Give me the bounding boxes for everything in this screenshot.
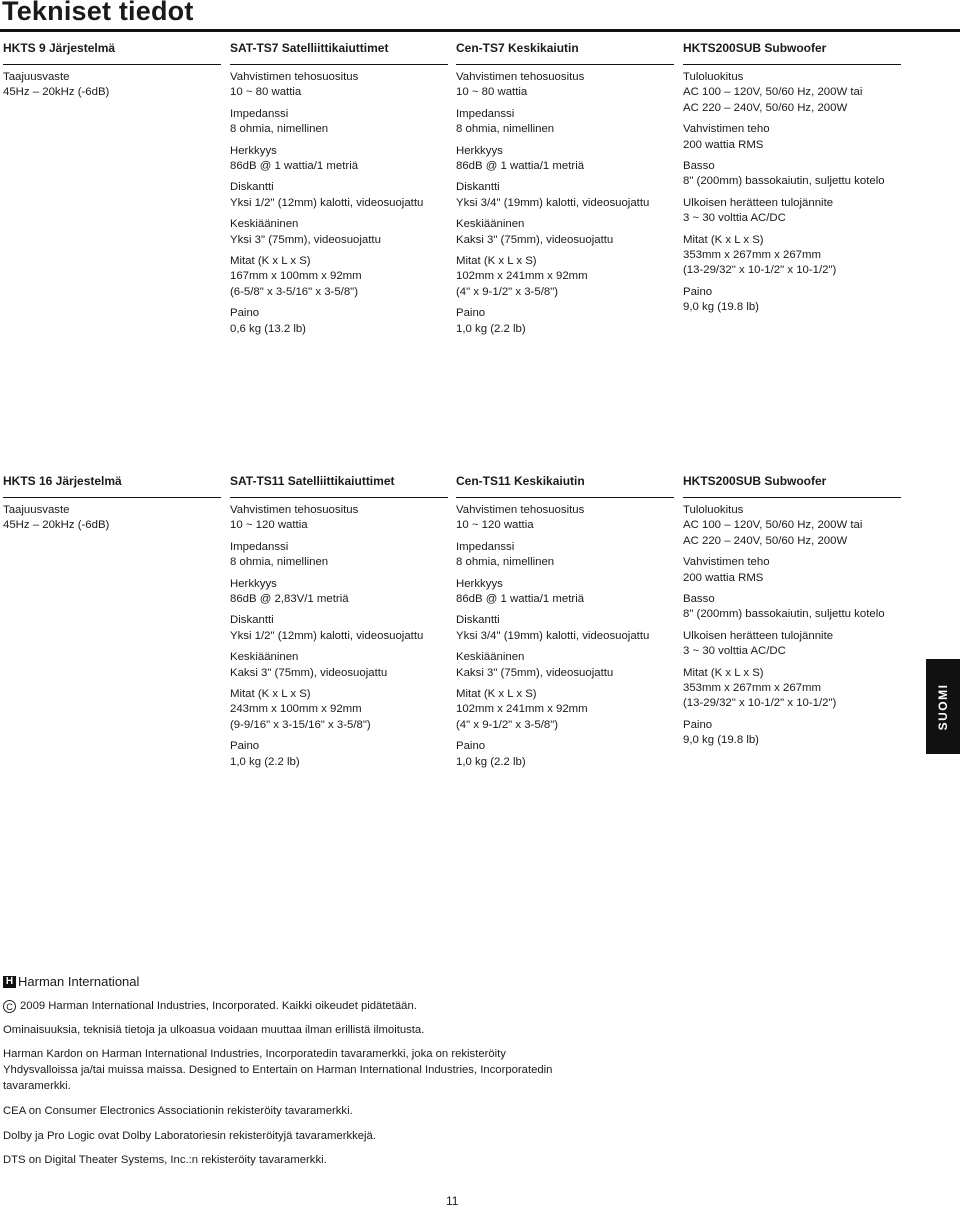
spec-label: Diskantti (230, 614, 274, 627)
spec-item (230, 613, 448, 644)
spec-value: 9,0 kg (19.8 lb) (683, 734, 759, 747)
spec-value: 10 ~ 80 wattia (456, 86, 528, 99)
spec-value: 9,0 kg (19.8 lb) (683, 301, 759, 314)
spec-value: 8" (200mm) bassokaiutin, suljettu kotelo (683, 175, 885, 188)
spec-value: Kaksi 3" (75mm), videosuojattu (456, 666, 614, 679)
header-rule (456, 64, 674, 65)
spec-value: 243mm x 100mm x 92mm (9-9/16" x 3-15/16" x 3-5/8") (230, 703, 371, 731)
spec-item (230, 180, 448, 211)
spec-item (683, 233, 901, 279)
spec-item (683, 666, 901, 712)
spec-value: Yksi 1/2" (12mm) kalotti, videosuojattu (230, 629, 424, 642)
footer-trademark-harman: Harman Kardon on Harman International Industries, Incorporatedin tavaramerkki, joka on rekisteröity Yhdysvalloissa ja/tai muissa maissa. Designed to Entertain on Harman International Industries, Incorporatedin tavaramerkki. (3, 1048, 553, 1092)
spec-label: Taajuusvaste (3, 504, 70, 516)
spec-item (683, 629, 901, 660)
spec-item (230, 306, 448, 337)
spec-label: Impedanssi (230, 540, 289, 553)
spec-item (456, 107, 674, 138)
spec-column (456, 474, 674, 776)
spec-label: Mitat (K x L x S) (230, 255, 311, 268)
header-rule (456, 497, 674, 498)
spec-item (683, 718, 901, 749)
spec-value: Kaksi 3" (75mm), videosuojattu (456, 233, 614, 246)
spec-label: Ulkoisen herätteen tulojännite (683, 629, 834, 642)
spec-item (456, 739, 674, 770)
spec-item (230, 650, 448, 681)
spec-value: Yksi 1/2" (12mm) kalotti, videosuojattu (230, 196, 424, 209)
spec-label: Vahvistimen tehosuositus (456, 71, 585, 83)
language-tab (926, 659, 960, 754)
header-rule (683, 64, 901, 65)
spec-value: 86dB @ 1 wattia/1 metriä (456, 593, 585, 606)
header-rule (230, 497, 448, 498)
spec-label: Diskantti (456, 614, 500, 627)
language-tab-label: SUOMI (936, 683, 950, 730)
spec-column (683, 41, 901, 322)
spec-item (456, 217, 674, 248)
spec-label: Diskantti (230, 181, 274, 194)
spec-label: Vahvistimen teho (683, 123, 770, 136)
spec-item (230, 540, 448, 571)
spec-item (456, 180, 674, 211)
spec-item (683, 285, 901, 316)
spec-value: 8 ohmia, nimellinen (456, 123, 555, 136)
spec-label: Mitat (K x L x S) (456, 688, 537, 701)
spec-value: 102mm x 241mm x 92mm (4" x 9-1/2" x 3-5/8") (456, 270, 588, 298)
spec-item (230, 254, 448, 300)
spec-item (456, 577, 674, 608)
spec-item (230, 107, 448, 138)
spec-label: Impedanssi (456, 107, 515, 120)
footer-copyright (3, 998, 563, 1014)
spec-value: AC 100 – 120V, 50/60 Hz, 200W tai AC 220 – 240V, 50/60 Hz, 200W (683, 86, 863, 114)
spec-item (230, 144, 448, 175)
page-title: Tekniset tiedot (2, 0, 194, 26)
header-rule (3, 64, 221, 65)
spec-value: 102mm x 241mm x 92mm (4" x 9-1/2" x 3-5/8") (456, 703, 588, 731)
spec-column-header: HKTS 9 Järjestelmä (3, 41, 116, 55)
spec-item (683, 592, 901, 623)
spec-column-header: HKTS200SUB Subwoofer (683, 41, 827, 55)
spec-value: 353mm x 267mm x 267mm (13-29/32" x 10-1/2" x 10-1/2") (683, 682, 837, 710)
footer-trademark-cea: CEA on Consumer Electronics Associationin rekisteröity tavaramerkki. (3, 1105, 353, 1117)
spec-value: Kaksi 3" (75mm), videosuojattu (230, 666, 388, 679)
spec-label: Keskiääninen (456, 218, 525, 231)
spec-value: 10 ~ 120 wattia (456, 519, 534, 532)
spec-value: 1,0 kg (2.2 lb) (456, 322, 526, 335)
spec-column-header: Cen-TS11 Keskikaiutin (456, 474, 585, 488)
spec-item (456, 613, 674, 644)
spec-column-header: HKTS 16 Järjestelmä (3, 474, 122, 488)
spec-value: 200 wattia RMS (683, 138, 764, 151)
title-rule (0, 29, 960, 32)
footer-trademark-dts: DTS on Digital Theater Systems, Inc.:n rekisteröity tavaramerkki. (3, 1154, 327, 1166)
spec-value: 1,0 kg (2.2 lb) (230, 755, 300, 768)
spec-label: Ulkoisen herätteen tulojännite (683, 196, 834, 209)
spec-value: 10 ~ 80 wattia (230, 86, 302, 99)
spec-label: Mitat (K x L x S) (230, 688, 311, 701)
spec-label: Keskiääninen (230, 651, 299, 664)
spec-label: Keskiääninen (230, 218, 299, 231)
spec-label: Impedanssi (456, 540, 515, 553)
spec-column (230, 474, 448, 776)
spec-column-header: SAT-TS11 Satelliittikaiuttimet (230, 474, 395, 488)
spec-label: Keskiääninen (456, 651, 525, 664)
spec-value: 45Hz – 20kHz (-6dB) (3, 86, 110, 99)
copyright-icon: C (3, 1000, 16, 1013)
spec-label: Vahvistimen tehosuositus (230, 504, 359, 516)
spec-column (456, 41, 674, 343)
spec-value: 200 wattia RMS (683, 571, 764, 584)
spec-label: Mitat (K x L x S) (683, 666, 764, 679)
harman-logo-mark: H (3, 976, 16, 988)
spec-label: Vahvistimen tehosuositus (456, 504, 585, 516)
spec-value: 86dB @ 1 wattia/1 metriä (456, 160, 585, 173)
spec-item (456, 687, 674, 733)
footer-notice: Ominaisuuksia, teknisiä tietoja ja ulkoasua voidaan muuttaa ilman erillistä ilmoitusta. (3, 1024, 425, 1036)
spec-item (456, 70, 674, 101)
spec-column (3, 474, 221, 540)
spec-label: Paino (230, 740, 260, 753)
spec-value: 353mm x 267mm x 267mm (13-29/32" x 10-1/2" x 10-1/2") (683, 249, 837, 277)
spec-label: Mitat (K x L x S) (683, 233, 764, 246)
copyright-text: 2009 Harman International Industries, Incorporated. Kaikki oikeudet pidätetään. (20, 1000, 417, 1012)
spec-label: Basso (683, 160, 715, 173)
spec-label: Paino (683, 718, 713, 731)
spec-label: Vahvistimen teho (683, 556, 770, 569)
spec-value: Yksi 3/4" (19mm) kalotti, videosuojattu (456, 629, 650, 642)
spec-label: Herkkyys (230, 144, 277, 157)
spec-label: Paino (456, 740, 486, 753)
spec-item (230, 739, 448, 770)
spec-value: 8" (200mm) bassokaiutin, suljettu kotelo (683, 608, 885, 621)
spec-item (683, 70, 901, 116)
spec-item (683, 159, 901, 190)
spec-label: Herkkyys (456, 577, 503, 590)
spec-label: Tuloluokitus (683, 71, 744, 83)
spec-value: Yksi 3" (75mm), videosuojattu (230, 233, 381, 246)
spec-label: Taajuusvaste (3, 71, 70, 83)
spec-value: Yksi 3/4" (19mm) kalotti, videosuojattu (456, 196, 650, 209)
spec-column (683, 474, 901, 755)
spec-item (456, 650, 674, 681)
spec-value: 10 ~ 120 wattia (230, 519, 308, 532)
spec-label: Paino (456, 307, 486, 320)
spec-item (230, 70, 448, 101)
spec-item (230, 687, 448, 733)
spec-value: 86dB @ 2,83V/1 metriä (230, 593, 349, 606)
spec-label: Diskantti (456, 181, 500, 194)
spec-label: Tuloluokitus (683, 504, 744, 516)
harman-logo (3, 974, 139, 989)
spec-value: 3 ~ 30 volttia AC/DC (683, 212, 786, 225)
header-rule (230, 64, 448, 65)
spec-label: Paino (230, 307, 260, 320)
spec-label: Herkkyys (230, 577, 277, 590)
spec-item (456, 144, 674, 175)
spec-label: Vahvistimen tehosuositus (230, 71, 359, 83)
spec-item (456, 503, 674, 534)
spec-item (230, 577, 448, 608)
spec-label: Mitat (K x L x S) (456, 255, 537, 268)
spec-item (683, 503, 901, 549)
spec-value: 8 ohmia, nimellinen (456, 556, 555, 569)
spec-value: 45Hz – 20kHz (-6dB) (3, 519, 110, 532)
spec-value: 0,6 kg (13.2 lb) (230, 322, 306, 335)
spec-item (456, 306, 674, 337)
spec-item (683, 555, 901, 586)
spec-item (456, 254, 674, 300)
spec-value: 8 ohmia, nimellinen (230, 556, 329, 569)
spec-value: 1,0 kg (2.2 lb) (456, 755, 526, 768)
spec-label: Basso (683, 593, 715, 606)
spec-item (683, 122, 901, 153)
spec-item (3, 503, 221, 534)
spec-item (230, 503, 448, 534)
spec-column-header: HKTS200SUB Subwoofer (683, 474, 827, 488)
spec-value: 167mm x 100mm x 92mm (6-5/8" x 3-5/16" x 3-5/8") (230, 270, 362, 298)
footer-trademark-dolby: Dolby ja Pro Logic ovat Dolby Laboratoriesin rekisteröityjä tavaramerkkejä. (3, 1130, 376, 1142)
header-rule (683, 497, 901, 498)
spec-label: Herkkyys (456, 144, 503, 157)
spec-value: 3 ~ 30 volttia AC/DC (683, 645, 786, 658)
spec-label: Paino (683, 285, 713, 298)
spec-item (456, 540, 674, 571)
spec-column-header: SAT-TS7 Satelliittikaiuttimet (230, 41, 389, 55)
spec-value: 86dB @ 1 wattia/1 metriä (230, 160, 359, 173)
spec-column-header: Cen-TS7 Keskikaiutin (456, 41, 579, 55)
spec-label: Impedanssi (230, 107, 289, 120)
harman-logo-text: Harman International (18, 974, 140, 989)
spec-column (230, 41, 448, 343)
spec-value: 8 ohmia, nimellinen (230, 123, 329, 136)
spec-item (683, 196, 901, 227)
page-number: 11 (446, 1194, 459, 1208)
spec-item (3, 70, 221, 101)
spec-column (3, 41, 221, 107)
spec-value: AC 100 – 120V, 50/60 Hz, 200W tai AC 220 – 240V, 50/60 Hz, 200W (683, 519, 863, 547)
header-rule (3, 497, 221, 498)
spec-item (230, 217, 448, 248)
